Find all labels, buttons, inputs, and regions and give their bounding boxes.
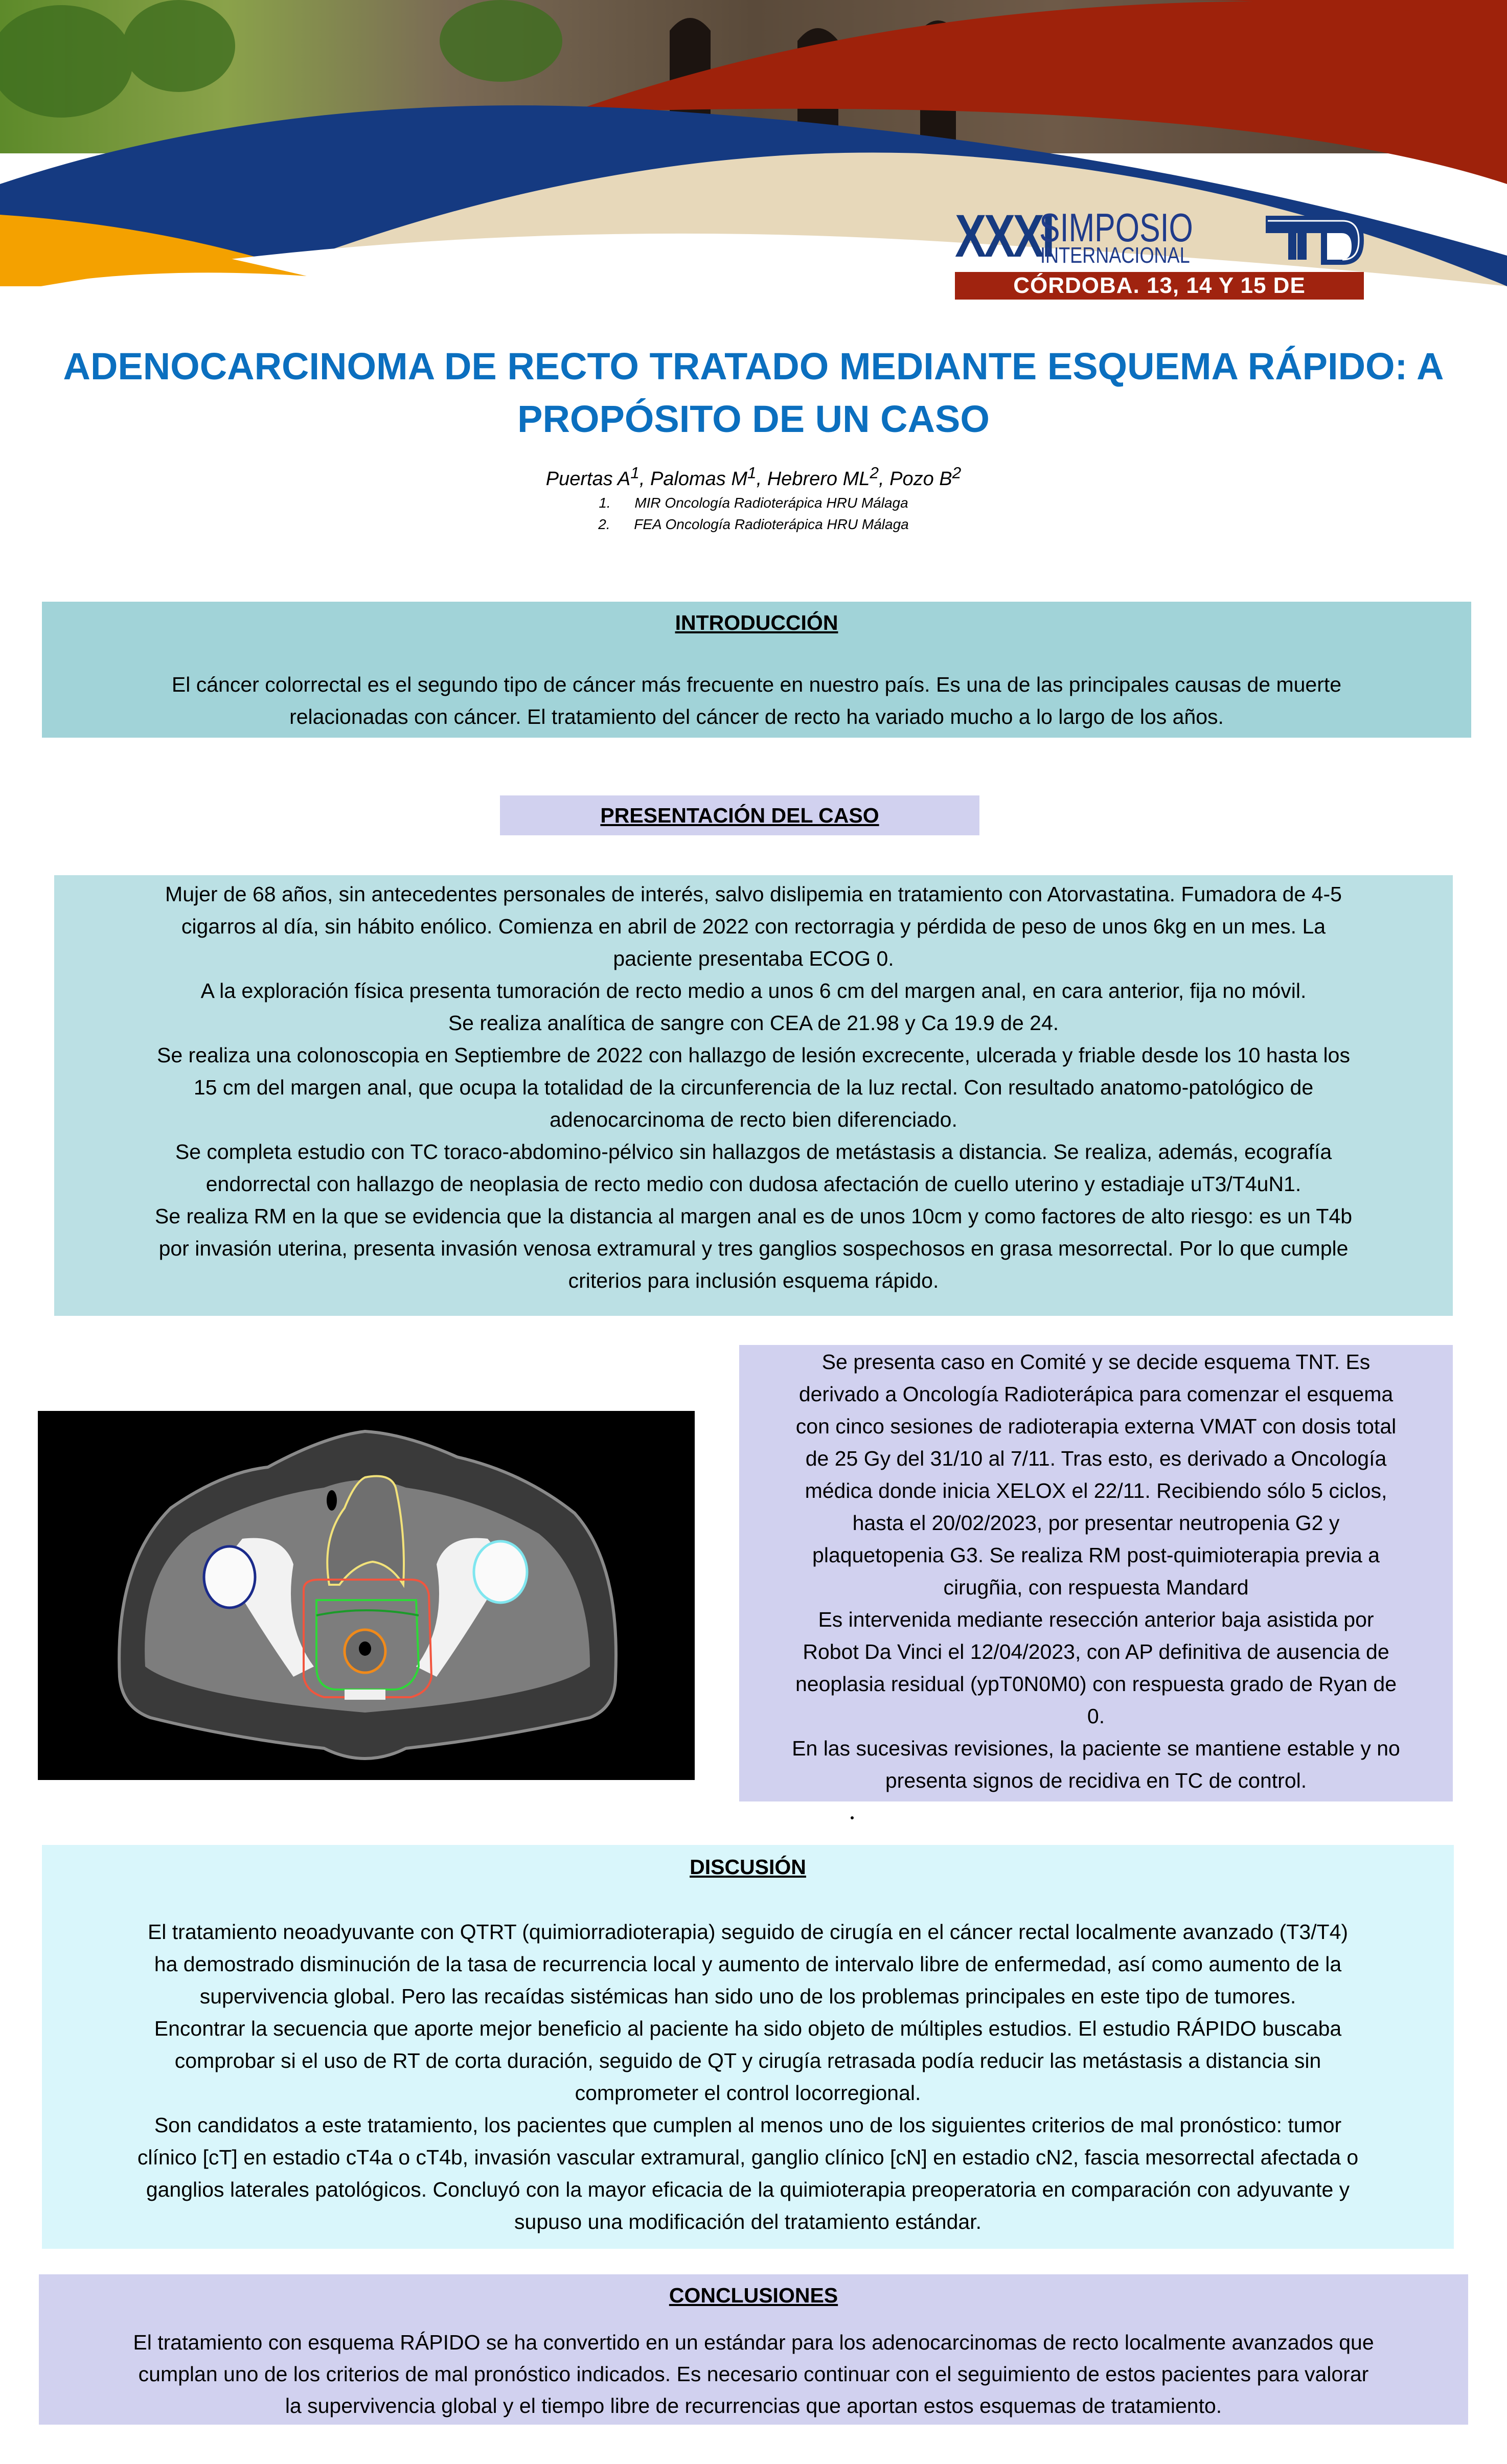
text-line: comprobar si el uso de RT de corta duración, seguido de QT y cirugía retrasada podía reducir las metástasis a distancia sin bbox=[174, 2049, 1321, 2072]
text-line: cumplan uno de los criterios de mal pronóstico indicados. Es necesario continuar con el seguimiento de estos pacientes para valorar bbox=[138, 2362, 1369, 2386]
logo-date-banner: CÓRDOBA. 13, 14 Y 15 DE DICIEMBRE DE 2023 bbox=[955, 272, 1364, 300]
text-line: la supervivencia global y el tiempo libre de recurrencias que aportan estos esquemas de tratamiento. bbox=[285, 2394, 1222, 2417]
text-line: comprometer el control locorregional. bbox=[575, 2081, 921, 2105]
logo-internacional: INTERNACIONAL bbox=[1040, 243, 1190, 268]
text-line: ha demostrado disminución de la tasa de recurrencia local y aumento de intervalo libre de enfermedad, así como aumento de la bbox=[154, 1952, 1342, 1976]
section-presentacion-body bbox=[54, 875, 1453, 1316]
text-line: A la exploración física presenta tumoración de recto medio a unos 6 cm del margen anal, en cara anterior, fija no móvil. bbox=[200, 979, 1307, 1002]
text-line: derivado a Oncología Radioterápica para comenzar el esquema bbox=[798, 1382, 1394, 1406]
text-line: Se completa estudio con TC toraco-abdomino-pélvico sin hallazgos de metástasis a distancia. Se realiza, además, ecografía bbox=[175, 1140, 1332, 1163]
logo-simposio: SIMPOSIO bbox=[1039, 205, 1193, 250]
ttd-logo-icon bbox=[1266, 215, 1365, 266]
text-line: Se realiza una colonoscopia en Septiembre de 2022 con hallazgo de lesión excrecente, ulcerada y friable desde los 10 hasta los bbox=[157, 1043, 1350, 1067]
text-line: Se realiza RM en la que se evidencia que la distancia al margen anal es de unos 10cm y como factores de alto riesgo: es un T4b bbox=[154, 1204, 1353, 1228]
text-line: de 25 Gy del 31/10 al 7/11. Tras esto, es derivado a Oncología bbox=[805, 1447, 1387, 1470]
section-presentacion-heading bbox=[500, 795, 979, 835]
text-line: ganglios laterales patológicos. Concluyó con la mayor eficacia de la quimioterapia preoperatoria en comparación con adyuvante y bbox=[146, 2178, 1350, 2201]
text-line: Se presenta caso en Comité y se decide esquema TNT. Es bbox=[821, 1350, 1371, 1374]
text-line: Son candidatos a este tratamiento, los pacientes que cumplen al menos uno de los siguientes criterios de mal pronóstico: tumor bbox=[154, 2113, 1342, 2137]
text-line: plaquetopenia G3. Se realiza RM post-quimioterapia previa a bbox=[812, 1543, 1380, 1567]
text-line: cigarros al día, sin hábito enólico. Comienza en abril de 2022 con rectorragia y pérdida de peso de unos 6kg en un mes. La bbox=[181, 915, 1326, 938]
text-line: neoplasia residual (ypT0N0M0) con respuesta grado de Ryan de bbox=[795, 1672, 1397, 1696]
text-line: adenocarcinoma de recto bien diferenciado. bbox=[550, 1108, 957, 1131]
section-discusion bbox=[42, 1845, 1454, 2249]
text-line: El tratamiento neoadyuvante con QTRT (quimiorradioterapia) seguido de cirugía en el cáncer rectal localmente avanzado (T3/T4) bbox=[147, 1920, 1349, 1944]
text-line: clínico [cT] en estadio cT4a o cT4b, invasión vascular extramural, ganglio clínico [cN] en estadio cN2, fascia mesorrectal afectada o bbox=[137, 2146, 1359, 2169]
text-line: hasta el 20/02/2023, por presentar neutropenia G2 y bbox=[852, 1511, 1340, 1535]
section-tratamiento bbox=[739, 1345, 1453, 1801]
text-line: cirugñia, con respuesta Mandard bbox=[943, 1576, 1249, 1599]
stray-dot bbox=[851, 1816, 854, 1819]
author: Pozo $B^2$ bbox=[889, 463, 962, 490]
bowel-gas bbox=[327, 1490, 337, 1511]
title-line-1: ADENOCARCINOMA DE RECTO TRATADO MEDIANTE ESQUEMA RÁPIDO: A bbox=[63, 345, 1444, 387]
text-line: 0. bbox=[1087, 1704, 1105, 1728]
author: Hebrero $ML^2$ bbox=[767, 463, 879, 490]
femoral-head-left bbox=[204, 1546, 255, 1608]
rectal-lumen bbox=[359, 1641, 371, 1656]
poster-title bbox=[41, 340, 1466, 445]
section-introduccion bbox=[42, 602, 1471, 738]
section-heading: CONCLUSIONES bbox=[669, 2284, 838, 2307]
text-line: Se realiza analítica de sangre con CEA de 21.98 y Ca 19.9 de 24. bbox=[448, 1011, 1059, 1035]
text-line: Robot Da Vinci el 12/04/2023, con AP definitiva de ausencia de bbox=[803, 1640, 1389, 1663]
sacrum bbox=[345, 1690, 385, 1700]
text-line: endorrectal con hallazgo de neoplasia de recto medio con dudosa afectación de cuello uterino y estadiaje uT3/T4uN1. bbox=[206, 1172, 1302, 1196]
author: Puertas $A^1$ bbox=[545, 463, 640, 490]
author-list: Puertas $A^1$, Palomas $M^1$, Hebrero $ML^2$, Pozo $B^2$ bbox=[545, 463, 962, 490]
text-line: El cáncer colorrectal es el segundo tipo de cáncer más frecuente en nuestro país. Es una de las principales causas de muerte bbox=[171, 673, 1342, 696]
affiliation-1: 1. MIR Oncología Radioterápica HRU Málaga bbox=[599, 495, 908, 511]
section-conclusiones bbox=[39, 2274, 1468, 2425]
text-line: supervivencia global. Pero las recaídas sistémicas han sido uno de los problemas principales en este tipo de tumores. bbox=[199, 1984, 1296, 2008]
text-line: Es intervenida mediante resección anterior baja asistida por bbox=[818, 1608, 1374, 1631]
section-heading: INTRODUCCIÓN bbox=[675, 611, 838, 634]
logo-edition: XXXI bbox=[955, 202, 1053, 270]
ct-scan-image bbox=[38, 1411, 695, 1780]
text-line: por invasión uterina, presenta invasión venosa extramural y tres ganglios sospechosos en grasa mesorrectal. Por lo que cumple bbox=[158, 1237, 1349, 1260]
text-line: paciente presentaba ECOG 0. bbox=[613, 947, 894, 970]
section-heading: PRESENTACIÓN DEL CASO bbox=[600, 804, 879, 827]
text-line: criterios para inclusión esquema rápido. bbox=[568, 1269, 939, 1292]
title-line-2: PROPÓSITO DE UN CASO bbox=[517, 398, 990, 440]
text-line: Encontrar la secuencia que aporte mejor beneficio al paciente ha sido objeto de múltiples estudios. El estudio RÁPIDO buscaba bbox=[154, 2017, 1342, 2040]
text-line: 15 cm del margen anal, que ocupa la totalidad de la circunferencia de la luz rectal. Con resultado anatomo-patológico de bbox=[193, 1076, 1314, 1099]
text-line: Mujer de 68 años, sin antecedentes personales de interés, salvo dislipemia en tratamiento con Atorvastatina. Fumadora de 4-5 bbox=[165, 882, 1342, 906]
text-line: médica donde inicia XELOX el 22/11. Recibiendo sólo 5 ciclos, bbox=[805, 1479, 1387, 1502]
text-line: En las sucesivas revisiones, la paciente se mantiene estable y no bbox=[792, 1737, 1400, 1760]
text-line: supuso una modificación del tratamiento estándar. bbox=[514, 2210, 981, 2233]
symposium-logo bbox=[955, 202, 1415, 326]
text-line: relacionadas con cáncer. El tratamiento del cáncer de recto ha variado mucho a lo largo de los años. bbox=[289, 705, 1224, 728]
femoral-head-right bbox=[474, 1541, 527, 1603]
text-line: presenta signos de recidiva en TC de control. bbox=[885, 1769, 1307, 1792]
author: Palomas $M^1$ bbox=[650, 463, 757, 490]
text-line: El tratamiento con esquema RÁPIDO se ha convertido en un estándar para los adenocarcinomas de recto localmente avanzados que bbox=[133, 2331, 1374, 2354]
section-heading: DISCUSIÓN bbox=[690, 1855, 806, 1879]
affiliation-2: 2. FEA Oncología Radioterápica HRU Málaga bbox=[598, 516, 909, 532]
text-line: con cinco sesiones de radioterapia externa VMAT con dosis total bbox=[795, 1414, 1397, 1438]
